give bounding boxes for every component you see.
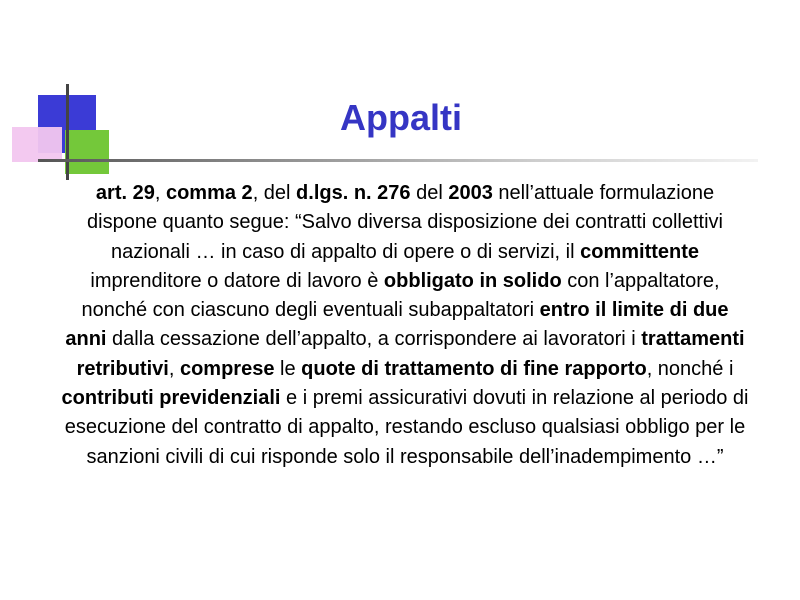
bold-text-run: trattamenti retributivi — [76, 328, 745, 380]
green-square-decoration — [65, 130, 109, 174]
bold-text-run: obbligato in solido — [383, 269, 562, 292]
bold-text-run: comprese — [179, 357, 275, 380]
bold-text-run: contributi previdenziali — [61, 387, 281, 410]
bold-text-run: 2003 — [448, 182, 493, 204]
title-underline-rule — [38, 159, 758, 162]
slide-body-paragraph — [60, 179, 750, 472]
vertical-rule — [66, 84, 69, 180]
bold-text-run: committente — [580, 240, 700, 263]
pink-square-decoration — [12, 127, 62, 162]
text-run: imprenditore o datore di lavoro è — [90, 269, 384, 292]
text-run: le — [274, 357, 302, 380]
slide-title: Appalti — [340, 97, 462, 138]
text-run: del — [410, 182, 449, 204]
bold-text-run: art. 29 — [95, 182, 155, 204]
text-run: nell’attuale formulazione dispone quanto segue: “Salvo diversa disposizione dei contratti collettivi nazionali … in caso di appalto di opere o di servizi, il — [87, 182, 723, 263]
text-run: , nonché i — [646, 357, 734, 380]
text-run: e i premi assicurativi dovuti in relazione al periodo di esecuzione del contratto di appalto, restando escluso qualsiasi obbligo per le sanzioni civili di cui risponde solo il responsabile dell’inadempimento …” — [64, 387, 749, 468]
bold-text-run: entro il limite di due anni — [65, 299, 729, 351]
text-run: , del — [252, 182, 297, 204]
text-run: dalla cessazione dell’appalto, a corrispondere ai lavoratori i — [106, 328, 642, 351]
text-run: , — [168, 357, 180, 380]
text-run: , — [154, 182, 166, 204]
bold-text-run: quote di trattamento di fine rapporto — [301, 357, 647, 380]
bold-text-run: d.lgs. n. 276 — [296, 182, 411, 204]
bold-text-run: comma 2 — [165, 182, 253, 204]
text-run: con l’appaltatore, nonché con ciascuno degli eventuali subappaltatori — [81, 269, 720, 322]
